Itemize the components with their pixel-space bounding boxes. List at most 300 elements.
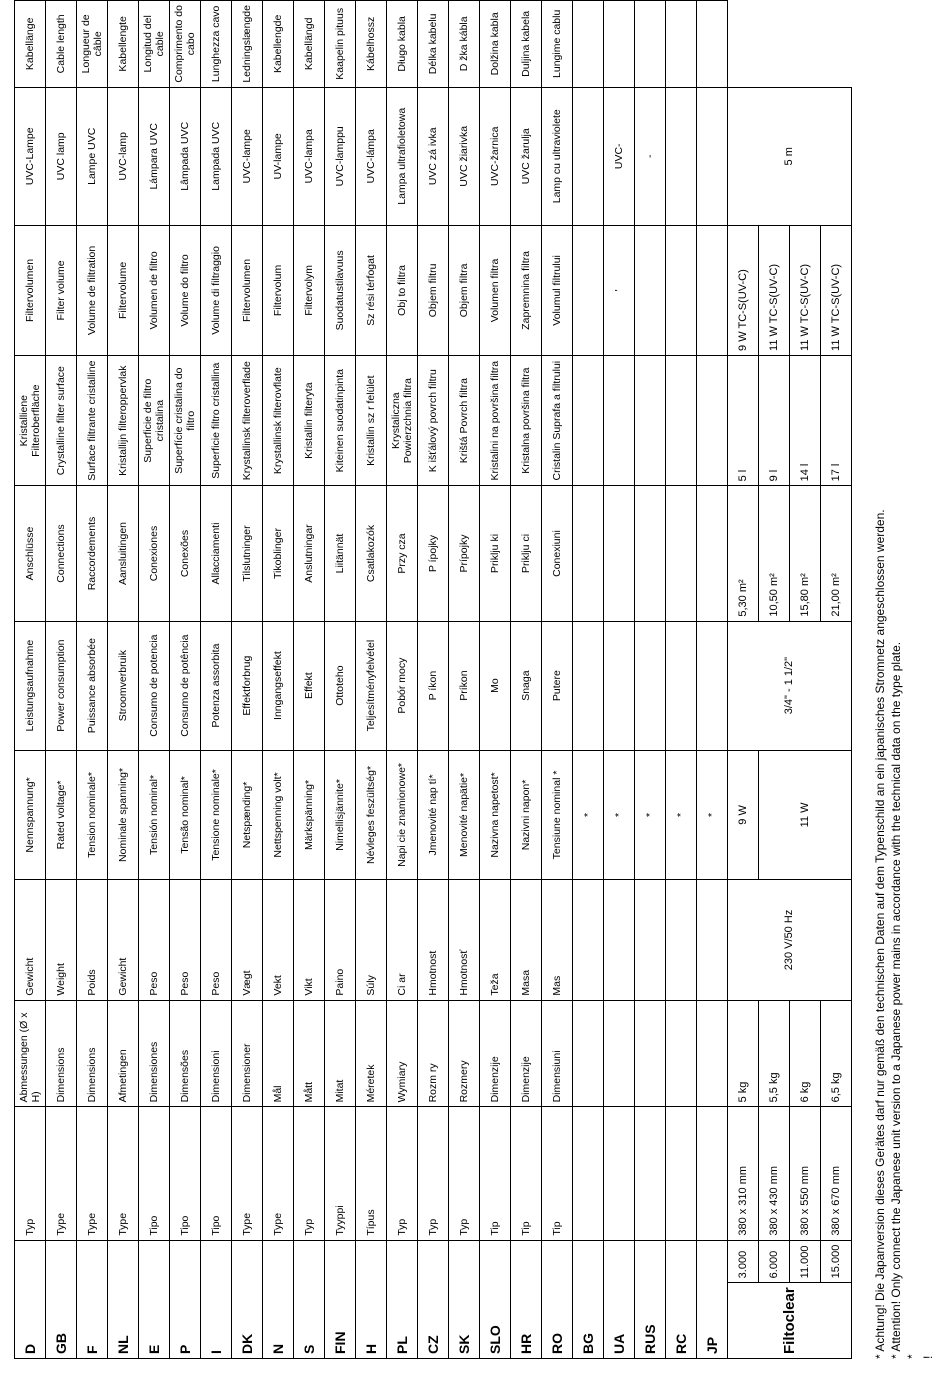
language-code: FIN [325,1240,356,1358]
label-cable: Kábelhossz [356,1,387,88]
label-voltage: Tensiune nominal * [542,750,573,880]
label-cable: D žka kábla [449,1,480,88]
model-filter-volume: 17 l [821,355,852,485]
label-lamp: UVC zá ivka [418,87,449,225]
label-surface: Krystaliczna Powierzchnia filtra [387,355,418,485]
language-row [294,1,325,1359]
label-dimensions: Dimensioner [232,1000,263,1107]
footnotes [872,19,936,1359]
label-cable [635,1,666,88]
label-power: Consumo de potencia [139,621,170,750]
label-volume: Obj to filtra [387,225,418,355]
language-code: JP [697,1240,728,1358]
label-surface: Kristalini na površina filtra [480,355,511,485]
language-row [635,1,666,1359]
label-weight: Peso [170,880,201,1000]
language-code: S [294,1240,325,1358]
label-lamp: Lámpara UVC [139,87,170,225]
label-dimensions [604,1000,635,1107]
label-surface: Krystallinsk filteroverflade [232,355,263,485]
label-cable: Lunghezza cavo [201,1,232,88]
label-connections: Anslutningar [294,486,325,621]
label-volume: Suodatustilavuus [325,225,356,355]
label-connections: Connections [46,486,77,621]
label-type [604,1107,635,1240]
label-voltage: Nazivni napon* [511,750,542,880]
label-volume [666,225,697,355]
label-weight: Paino [325,880,356,1000]
label-voltage: * [697,750,728,880]
label-connections [697,486,728,621]
language-code: I [201,1240,232,1358]
label-voltage: Tensione nominale* [201,750,232,880]
label-dimensions: Mått [294,1000,325,1107]
language-row [573,1,604,1359]
language-row [356,1,387,1359]
label-surface: Superficie filtro cristallina [201,355,232,485]
label-volume: Volumul filtrului [542,225,573,355]
label-lamp: UVC-lamp [108,87,139,225]
language-code: SLO [480,1240,511,1358]
label-power: Potenza assorbita [201,621,232,750]
label-weight [697,880,728,1000]
model-dimensions: 380 x 430 mm [759,1107,790,1240]
language-code: SK [449,1240,480,1358]
label-connections [666,486,697,621]
label-power: Príkon [449,621,480,750]
label-weight [666,880,697,1000]
label-weight: Mas [542,880,573,1000]
label-dimensions: Mitat [325,1000,356,1107]
specification-table [14,0,852,1359]
label-power: Power consumption [46,621,77,750]
model-dimensions: 380 x 550 mm [790,1107,821,1240]
label-dimensions: Dimensioni [201,1000,232,1107]
language-code: PL [387,1240,418,1358]
label-dimensions: Dimensions [46,1000,77,1107]
label-lamp: Lamp cu ultraviolete [542,87,573,225]
label-volume: Volume de filtration [77,225,108,355]
label-weight: Súly [356,880,387,1000]
language-row [263,1,294,1359]
label-lamp: UVC žiarivka [449,87,480,225]
label-connections: P ípojky [418,486,449,621]
label-volume: ' [604,225,635,355]
label-cable: Kabellänge [15,1,46,88]
label-power: Ottoteho [325,621,356,750]
label-volume: Filtervolym [294,225,325,355]
label-type: Tyyppi [325,1107,356,1240]
label-type [573,1107,604,1240]
label-connections [573,486,604,621]
label-dimensions [573,1000,604,1107]
label-voltage: Napi cie znamionowe* [387,750,418,880]
label-connections: Przy cza [387,486,418,621]
label-surface: Cristalin Suprafa a filtrului [542,355,573,485]
label-volume: Zapremnina filtra [511,225,542,355]
label-volume: Filtervolum [263,225,294,355]
label-power [573,621,604,750]
label-cable: Dolžina kabla [480,1,511,88]
label-voltage: Tension nominale* [77,750,108,880]
label-cable: Kaapelin pituus [325,1,356,88]
label-power: Pobór mocy [387,621,418,750]
label-type: Tipo [201,1107,232,1240]
label-weight: Poids [77,880,108,1000]
label-lamp: Lampa ultrafioletowa [387,87,418,225]
label-dimensions: Rozm ry [418,1000,449,1107]
language-row [170,1,201,1359]
label-lamp: UVC-Lampe [15,87,46,225]
label-connections: Aansluitingen [108,486,139,621]
label-type: Type [108,1107,139,1240]
model-filter-surface: 5,30 m² [728,486,759,621]
label-volume: Objem filtra [449,225,480,355]
label-connections [635,486,666,621]
language-row [15,1,46,1359]
language-code: NL [108,1240,139,1358]
label-dimensions [697,1000,728,1107]
label-lamp: Lâmpada UVC [170,87,201,225]
model-uvc-lamp: 11 W TC-S(UV-C) [759,225,790,355]
label-volume [635,225,666,355]
language-code: N [263,1240,294,1358]
label-cable [697,1,728,88]
label-cable [666,1,697,88]
product-name: Filtoclear [728,1283,852,1359]
label-surface: Superfície cristalina do filtro [170,355,201,485]
label-volume: Filter volume [46,225,77,355]
label-lamp: Lampada UVC [201,87,232,225]
label-connections: Priklju ki [480,486,511,621]
label-type: Tip [542,1107,573,1240]
label-volume [573,225,604,355]
label-connections: Anschlüsse [15,486,46,621]
language-code: E [139,1240,170,1358]
model-filter-volume: 9 l [759,355,790,485]
label-type [697,1107,728,1240]
label-surface: Kristalliene Filteroberfläche [15,355,46,485]
label-volume: Sz rési térfogat [356,225,387,355]
label-weight: Peso [201,880,232,1000]
language-row [697,1,728,1359]
label-power: Putere [542,621,573,750]
footnote-marker: * [905,1354,919,1359]
model-weight: 6,5 kg [821,1000,852,1107]
model-filter-volume: 14 l [790,355,821,485]
label-type: Tip [511,1107,542,1240]
label-cable: Ledningslængde [232,1,263,88]
language-row [325,1,356,1359]
model-dimensions: 380 x 670 mm [821,1107,852,1240]
label-weight: Vekt [263,880,294,1000]
language-row [387,1,418,1359]
label-connections: Liitännät [325,486,356,621]
label-type: Típus [356,1107,387,1240]
language-row [604,1,635,1359]
label-voltage: * [573,750,604,880]
label-surface: Kiteinen suodatinpinta [325,355,356,485]
label-volume: Volume di filtraggio [201,225,232,355]
label-type: Typ [294,1107,325,1240]
language-code: UA [604,1240,635,1358]
label-power: Leistungsaufnahme [15,621,46,750]
label-type: Type [232,1107,263,1240]
label-lamp: UVC-lamppu [325,87,356,225]
label-cable: Kabellängd [294,1,325,88]
label-lamp [573,87,604,225]
label-power: Snaga [511,621,542,750]
label-dimensions: Rozmery [449,1000,480,1107]
label-connections [604,486,635,621]
label-surface: K išťálový povrch filtru [418,355,449,485]
model-uvc-lamp: 11 W TC-S(UV-C) [821,225,852,355]
label-weight: Gewicht [108,880,139,1000]
label-lamp: UVC-lampe [232,87,263,225]
label-voltage: Rated voltage* [46,750,77,880]
label-type: Tipo [139,1107,170,1240]
label-cable: Kabellengde [263,1,294,88]
label-weight: Ci ar [387,880,418,1000]
label-voltage: Märkspänning* [294,750,325,880]
language-code: CZ [418,1240,449,1358]
label-dimensions: Dimenzije [511,1000,542,1107]
shared-cable-length: 5 m [728,87,852,225]
label-cable [604,1,635,88]
label-volume: Objem filtru [418,225,449,355]
language-code: DK [232,1240,263,1358]
model-uvc-lamp: 9 W TC-S(UV-C) [728,225,759,355]
label-connections: Conexiuni [542,486,573,621]
model-power: 9 W [728,750,759,880]
label-voltage: Nominale spanning* [108,750,139,880]
label-type: Type [263,1107,294,1240]
label-weight: Gewicht [15,880,46,1000]
label-power: Consumo de potência [170,621,201,750]
footnote-german: * Achtung! Die Japanversion dieses Gerätes darf nur gemäß den technischen Daten auf dem Typenschild an ein japanisches Stromnetz angeschlossen werden. [873,509,887,1359]
label-cable: Lungime cablu [542,1,573,88]
language-row [449,1,480,1359]
label-cable: Cable length [46,1,77,88]
label-volume: Volumen de filtro [139,225,170,355]
label-connections: Priklju ci [511,486,542,621]
label-type: Type [77,1107,108,1240]
label-dimensions: Dimensions [77,1000,108,1107]
label-voltage: * [604,750,635,880]
label-connections: Csatlakozók [356,486,387,621]
label-surface [604,355,635,485]
label-voltage: Nettspenning volt* [263,750,294,880]
label-power [697,621,728,750]
footnote-english: * Attention! Only connect the Japanese unit version to a Japanese power mains in accordance with the technical data on the type plate. [889,641,903,1359]
label-weight [635,880,666,1000]
label-type: Typ [418,1107,449,1240]
label-lamp [697,87,728,225]
label-lamp: UVC-lámpa [356,87,387,225]
model-dimensions: 380 x 310 mm [728,1107,759,1240]
label-cable: Długo kabla [387,1,418,88]
label-lamp: UVC žarulja [511,87,542,225]
label-weight [604,880,635,1000]
label-type: Tipo [170,1107,201,1240]
language-row [77,1,108,1359]
model-filter-surface: 15,80 m² [790,486,821,621]
model-row [728,1,759,1359]
label-power: Effektforbrug [232,621,263,750]
model-filter-surface: 10,50 m² [759,486,790,621]
shared-connections: 3/4" - 1 1/2" [728,621,852,750]
label-weight: Hmotnosť [449,880,480,1000]
label-type [666,1107,697,1240]
label-power: Puissance absorbée [77,621,108,750]
label-surface: Krištá Povrch filtra [449,355,480,485]
language-row [542,1,573,1359]
label-type: Typ [15,1107,46,1240]
footnote-marker-2: ! [921,1355,935,1359]
label-weight [573,880,604,1000]
label-connections: Conexões [170,486,201,621]
label-voltage: Tensión nominal* [139,750,170,880]
language-row [480,1,511,1359]
language-row [232,1,263,1359]
label-surface: Kristallijn filteroppervlak [108,355,139,485]
label-surface: Kristallin filteryta [294,355,325,485]
language-row [201,1,232,1359]
label-voltage: Tensão nominal* [170,750,201,880]
label-dimensions: Dimensões [170,1000,201,1107]
label-weight: Masa [511,880,542,1000]
label-cable: Kabellengte [108,1,139,88]
label-surface: Crystalline filter surface [46,355,77,485]
label-volume: Filtervolumen [15,225,46,355]
model-type: 3.000 [728,1240,759,1283]
label-surface: Kristalna površina filtra [511,355,542,485]
shared-voltage: 230 V/50 Hz [728,880,852,1000]
label-weight: Vikt [294,880,325,1000]
label-type: Typ [387,1107,418,1240]
label-voltage: Menovité napätie* [449,750,480,880]
label-lamp: UVC-lampa [294,87,325,225]
label-cable: Longitud del cable [139,1,170,88]
label-dimensions [635,1000,666,1107]
label-surface [697,355,728,485]
label-volume: Volume do filtro [170,225,201,355]
label-cable: Duljina kabela [511,1,542,88]
language-row [46,1,77,1359]
label-surface [573,355,604,485]
label-type: Type [46,1107,77,1240]
model-uvc-lamp: 11 W TC-S(UV-C) [790,225,821,355]
model-filter-surface: 21,00 m² [821,486,852,621]
label-power [666,621,697,750]
label-connections: Tilslutninger [232,486,263,621]
label-dimensions: Méretek [356,1000,387,1107]
language-code: F [77,1240,108,1358]
label-surface: Kristallin sz r felület [356,355,387,485]
label-power: Mo [480,621,511,750]
label-power: Stroomverbruik [108,621,139,750]
label-lamp: Lampe UVC [77,87,108,225]
language-row [511,1,542,1359]
label-connections: Raccordements [77,486,108,621]
label-voltage: Nazivna napetost* [480,750,511,880]
label-volume: Volumen filtra [480,225,511,355]
label-voltage: Jmenovité nap tí* [418,750,449,880]
language-code: GB [46,1240,77,1358]
label-power [635,621,666,750]
language-row [139,1,170,1359]
label-volume: Filtervolumen [232,225,263,355]
label-voltage: * [635,750,666,880]
language-row [666,1,697,1359]
language-code: H [356,1240,387,1358]
model-weight: 5,5 kg [759,1000,790,1107]
label-lamp: UV-lampe [263,87,294,225]
label-voltage: Nimellisjännite* [325,750,356,880]
label-weight: Vægt [232,880,263,1000]
label-dimensions: Mål [263,1000,294,1107]
model-type: 15.000 [821,1240,852,1283]
language-code: D [15,1240,46,1358]
language-row [108,1,139,1359]
model-weight: 5 kg [728,1000,759,1107]
label-weight: Teža [480,880,511,1000]
label-dimensions: Abmessungen (Ø x H) [15,1000,46,1107]
label-connections: Conexiones [139,486,170,621]
label-power: Effekt [294,621,325,750]
language-code: HR [511,1240,542,1358]
model-weight: 6 kg [790,1000,821,1107]
label-lamp: UVC-žarnica [480,87,511,225]
language-code: BG [573,1240,604,1358]
label-lamp: - [635,87,666,225]
label-surface: Krystallinsk filterovflate [263,355,294,485]
label-dimensions: Dimensiones [139,1000,170,1107]
label-cable: Longueur de câble [77,1,108,88]
label-surface: Superficie de filtro cristalina [139,355,170,485]
model-power: 11 W [759,750,852,880]
label-dimensions: Afmetingen [108,1000,139,1107]
label-dimensions: Dimenzije [480,1000,511,1107]
label-surface [666,355,697,485]
label-volume [697,225,728,355]
label-cable [573,1,604,88]
language-code: RO [542,1240,573,1358]
label-power: P íkon [418,621,449,750]
label-lamp [666,87,697,225]
model-type: 11.000 [790,1240,821,1283]
language-code: P [170,1240,201,1358]
label-lamp: UVC- [604,87,635,225]
label-weight: Peso [139,880,170,1000]
model-filter-volume: 5 l [728,355,759,485]
label-lamp: UVC lamp [46,87,77,225]
label-surface: Surface filtrante cristalline [77,355,108,485]
label-cable: Comprimento do cabo [170,1,201,88]
label-volume: Filtervolume [108,225,139,355]
label-dimensions [666,1000,697,1107]
language-code: RC [666,1240,697,1358]
label-power: Teljesítményfelvétel [356,621,387,750]
label-voltage: Netspænding* [232,750,263,880]
model-type: 6.000 [759,1240,790,1283]
label-dimensions: Dimensiuni [542,1000,573,1107]
label-type: Tip [480,1107,511,1240]
label-dimensions: Wymiary [387,1000,418,1107]
label-surface [635,355,666,485]
label-voltage: * [666,750,697,880]
label-weight: Weight [46,880,77,1000]
